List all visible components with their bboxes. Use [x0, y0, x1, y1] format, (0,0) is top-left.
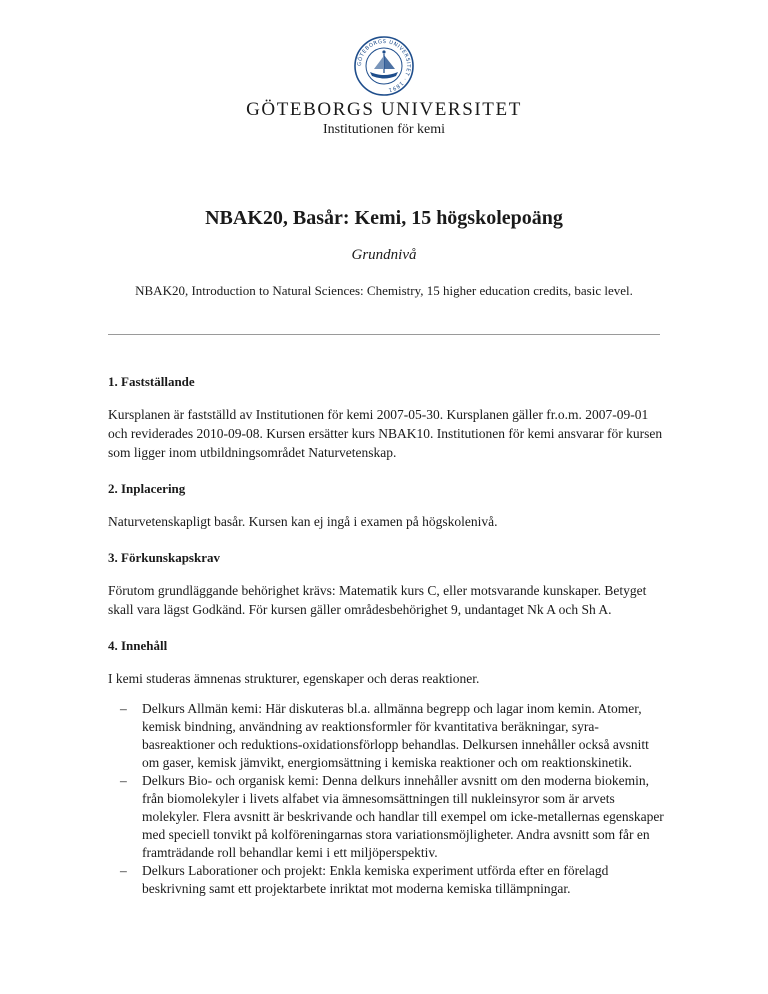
syllabus-content [108, 373, 664, 898]
course-title: NBAK20, Basår: Kemi, 15 högskolepoäng [205, 207, 563, 229]
university-name: GÖTEBORGS UNIVERSITET [246, 99, 522, 120]
section-heading: 2. Inplacering [108, 481, 186, 496]
dash-marker: – [120, 701, 127, 716]
list-item [108, 772, 664, 862]
section-heading: 3. Förkunskapskrav [108, 550, 220, 565]
section-body: Naturvetenskapligt basår. Kursen kan ej ingå i examen på högskolenivå. [108, 514, 498, 529]
section-heading: 4. Innehåll [108, 638, 168, 653]
dash-marker: – [120, 773, 127, 788]
list-item-text: Delkurs Laborationer och projekt: Enkla kemiska experiment utförda efter en förelagd beskrivning samt ett projektarbete inriktat mot moderna kemiska tillämpningar. [142, 863, 609, 896]
section-body: I kemi studeras ämnenas strukturer, egenskaper och deras reaktioner. [108, 671, 480, 686]
list-item-text: Delkurs Bio- och organisk kemi: Denna delkurs innehåller avsnitt om den moderna biokemin, från biomolekyler i livets alfabet via ämnesomsättningen till nukleinsyror som är arvets molekyler. Flera avsnitt är beskrivande och handlar till exempel om icke-metallernas egenskaper med speciell tonvikt på kolföreningarnas stora variationsmöjligheter. Andra avsnitt som får en framträdande roll behandlar kemi i ett miljöperspektiv. [142, 773, 664, 860]
section-inplacering [108, 480, 664, 531]
content-list [108, 700, 664, 898]
university-seal [354, 36, 414, 96]
dash-marker: – [120, 863, 127, 878]
list-item [108, 862, 664, 898]
list-item-text: Delkurs Allmän kemi: Här diskuteras bl.a. allmänna begrepp och lagar inom kemin. Atomer, kemisk bindning, användning av reaktionsformler för kvantitativa beräkningar, syra-basreaktioner och reduktions-oxidationsförlopp behandlas. Delkursen innehåller också avsnitt om gaser, kemisk jämvikt, energiomsättning i kemiska reaktioner och om reaktionskinetik. [142, 701, 649, 770]
section-faststallande [108, 373, 664, 462]
english-course-title: NBAK20, Introduction to Natural Sciences: Chemistry, 15 higher education credits, basic level. [135, 283, 633, 298]
section-forkunskapskrav [108, 549, 664, 619]
section-body: Kursplanen är fastställd av Institutionen för kemi 2007-05-30. Kursplanen gäller fr.o.m. 2007-09-01 och reviderades 2010-09-08. Kursen ersätter kurs NBAK10. Institutionen för kemi ansvarar för kursen som ligger inom utbildningsområdet Naturvetenskap. [108, 407, 663, 460]
section-body: Förutom grundläggande behörighet krävs: Matematik kurs C, eller motsvarande kunskaper. Betyget skall vara lägst Godkänd. För kursen gäller områdesbehörighet 9, undantaget Nk A och Sh A. [108, 583, 647, 617]
section-heading: 1. Fastställande [108, 374, 195, 389]
institution-name: Institutionen för kemi [322, 122, 446, 137]
header-divider [108, 334, 660, 335]
seal-text: GÖTEBORGS UNIVERSITET · 1891 [356, 38, 412, 93]
course-level: Grundnivå [351, 247, 417, 263]
section-innehall [108, 637, 664, 898]
list-item [108, 700, 664, 772]
university-seal-icon [354, 36, 414, 96]
